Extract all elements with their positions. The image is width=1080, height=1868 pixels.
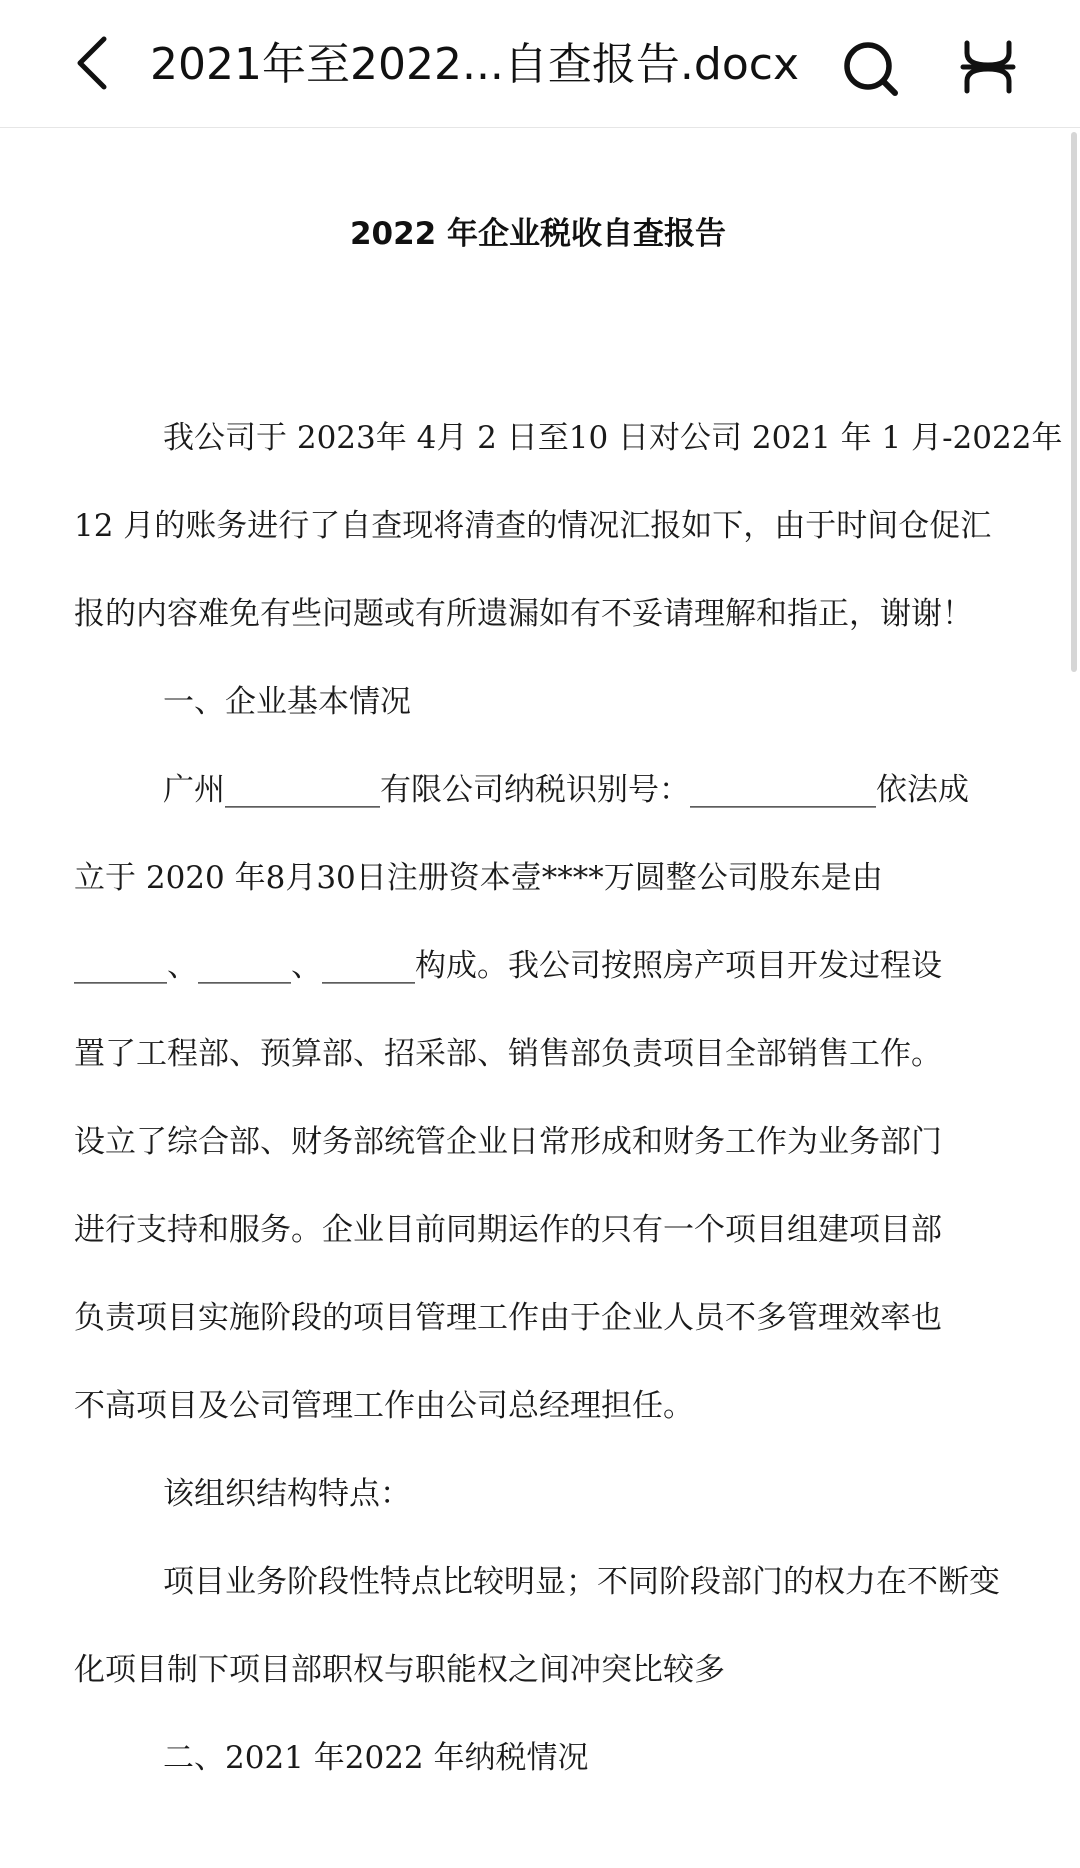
document-heading: 2022 年企业税收自查报告 (349, 216, 727, 252)
top-app-bar (0, 0, 1080, 128)
paragraph-line: 我公司于 2023年 4月 2 日至10 日对公司 2021 年 1 月-2022年 (163, 420, 1063, 456)
section-heading: 二、2021 年2022 年纳税情况 (163, 1740, 589, 1776)
search-button[interactable] (838, 36, 904, 102)
paragraph-line: ______、______、______构成。我公司按照房产项目开发过程设 (74, 948, 942, 984)
paragraph-line: 立于 2020 年8月30日注册资本壹****万圆整公司股东是由 (74, 860, 883, 896)
paragraph-line: 广州__________有限公司纳税识别号：____________依法成 (163, 772, 969, 808)
reading-mode-icon (959, 39, 1017, 95)
back-button[interactable] (62, 28, 122, 98)
paragraph-line: 负责项目实施阶段的项目管理工作由于企业人员不多管理效率也 (74, 1300, 942, 1336)
paragraph-line: 化项目制下项目部职权与职能权之间冲突比较多 (74, 1652, 725, 1688)
chevron-left-icon (72, 33, 112, 93)
paragraph-line: 12 月的账务进行了自查现将清查的情况汇报如下，由于时间仓促汇 (74, 508, 992, 544)
document-title: 2021年至2022...自查报告.docx (150, 39, 799, 90)
paragraph-line: 不高项目及公司管理工作由公司总经理担任。 (74, 1388, 694, 1424)
section-heading: 一、企业基本情况 (163, 684, 411, 720)
paragraph-line: 设立了综合部、财务部统管企业日常形成和财务工作为业务部门 (74, 1124, 942, 1160)
paragraph-line: 项目业务阶段性特点比较明显；不同阶段部门的权力在不断变 (163, 1564, 1000, 1600)
document-page[interactable] (0, 128, 1066, 1868)
paragraph-line: 进行支持和服务。企业目前同期运作的只有一个项目组建项目部 (74, 1212, 942, 1248)
paragraph-line: 置了工程部、预算部、招采部、销售部负责项目全部销售工作。 (74, 1036, 942, 1072)
scrollbar-thumb[interactable] (1071, 132, 1077, 672)
search-icon (841, 39, 901, 99)
reading-mode-button[interactable] (955, 34, 1021, 100)
paragraph-line: 报的内容难免有些问题或有所遗漏如有不妥请理解和指正，谢谢！ (74, 596, 973, 632)
paragraph-line: 该组织结构特点： (163, 1476, 411, 1512)
